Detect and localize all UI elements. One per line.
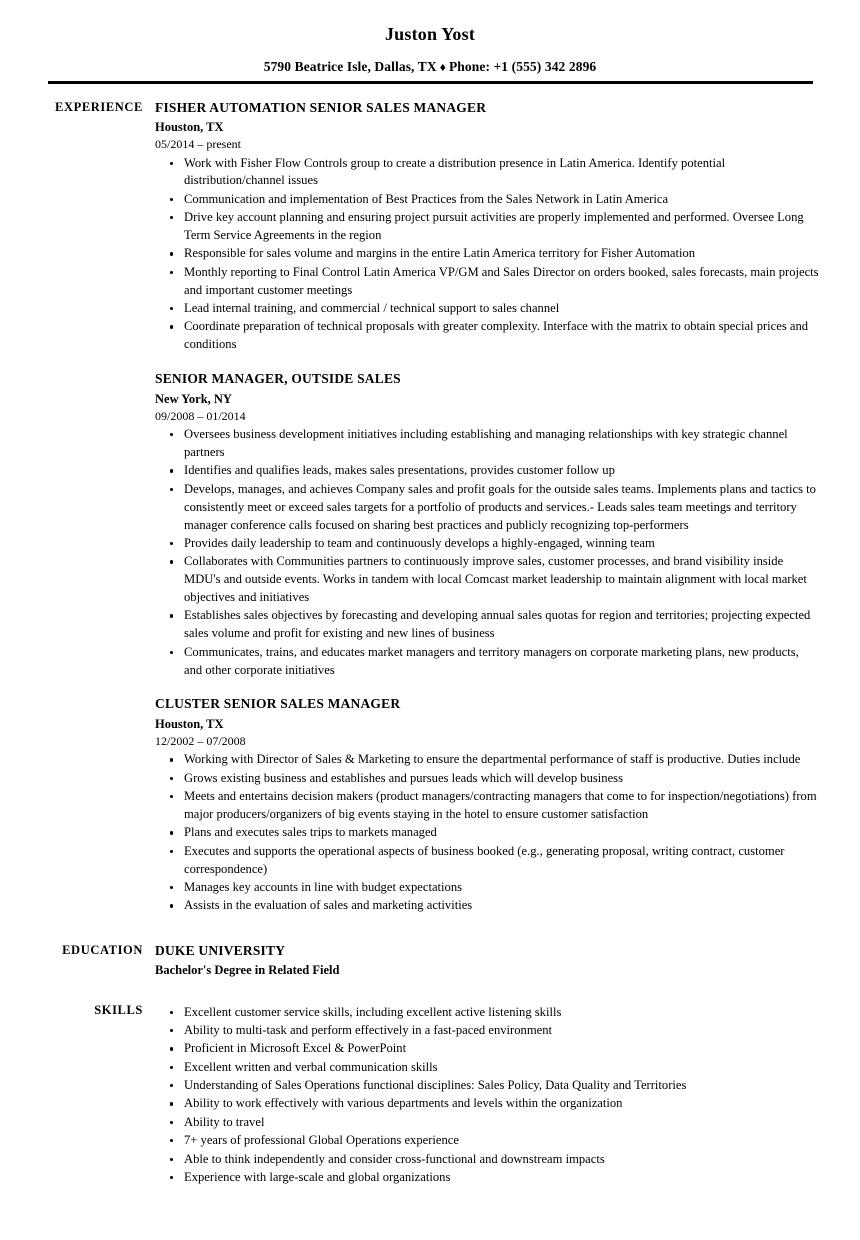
section-label-skills: SKILLS	[94, 1002, 143, 1017]
job-responsibility-list	[155, 751, 820, 915]
job-location: Houston, TX	[155, 120, 224, 135]
candidate-phone: Phone: +1 (555) 342 2896	[448, 58, 597, 74]
skill-item: 7+ years of professional Global Operations experience	[169, 1132, 820, 1150]
job-location: Houston, TX	[155, 716, 224, 731]
job-responsibility-item: Develops, manages, and achieves Company sales and profit goals for the outside sales teams. Implements plans and tactics to consistently meet or exceed sales targets for a portfolio of products and services.- Leads sales team meetings and territory manager conference calls focused on sharing best practices and publicly recognizing top-performers	[169, 481, 820, 535]
job-location: New York, NY	[155, 391, 232, 406]
job-responsibility-list	[155, 155, 820, 355]
education-school: DUKE UNIVERSITY	[155, 942, 286, 958]
job-dates: 05/2014 – present	[155, 137, 241, 152]
skill-item: Able to think independently and consider cross-functional and downstream impacts	[169, 1151, 820, 1169]
job-responsibility-item: Monthly reporting to Final Control Latin America VP/GM and Sales Director on orders booked, sales forecasts, main projects and important customer meetings	[169, 264, 820, 300]
experience-entry	[155, 99, 820, 355]
skills-body	[143, 1002, 860, 1188]
section-skills	[0, 1002, 860, 1188]
job-responsibility-item: Provides daily leadership to team and continuously develops a highly-engaged, winning team	[169, 535, 820, 553]
job-responsibility-item: Establishes sales objectives by forecasting and developing annual sales quotas for region and territories; projecting expected sales volume and profit for existing and new lines of business	[169, 607, 820, 643]
skill-item: Understanding of Sales Operations functional disciplines: Sales Policy, Data Quality and Territories	[169, 1077, 820, 1095]
skill-item: Experience with large-scale and global organizations	[169, 1169, 820, 1187]
contact-line	[0, 59, 860, 75]
experience-entry	[155, 370, 820, 679]
skill-item: Ability to work effectively with various departments and levels within the organization	[169, 1095, 820, 1113]
skill-item: Proficient in Microsoft Excel & PowerPoint	[169, 1040, 820, 1058]
job-responsibility-item: Drive key account planning and ensuring project pursuit activities are properly implemented and performed. Oversee Long Term Service Agreements in the region	[169, 209, 820, 245]
job-responsibility-item: Responsible for sales volume and margins in the entire Latin America territory for Fisher Automation	[169, 245, 820, 263]
candidate-name: Juston Yost	[384, 24, 476, 44]
education-degree: Bachelor's Degree in Related Field	[155, 963, 340, 978]
job-title: CLUSTER SENIOR SALES MANAGER	[155, 696, 401, 712]
candidate-address: 5790 Beatrice Isle, Dallas, TX	[263, 58, 437, 74]
diamond-separator-icon: ♦	[439, 59, 446, 74]
resume-header	[0, 0, 860, 84]
resume-content	[0, 84, 860, 1188]
job-responsibility-item: Manages key accounts in line with budget expectations	[169, 879, 820, 897]
job-responsibility-item: Plans and executes sales trips to markets managed	[169, 824, 820, 842]
job-responsibility-item: Lead internal training, and commercial / technical support to sales channel	[169, 300, 820, 318]
job-responsibility-item: Meets and entertains decision makers (product managers/contracting managers that come to for inspection/negotiations) from major producers/organizers of big events staying in the hotel to ensure customer satisfaction	[169, 788, 820, 824]
job-responsibility-item: Oversees business development initiatives including establishing and managing relationships with key strategic channel partners	[169, 426, 820, 462]
education-list	[143, 942, 860, 979]
skill-item: Excellent customer service skills, including excellent active listening skills	[169, 1004, 820, 1022]
job-title: FISHER AUTOMATION SENIOR SALES MANAGER	[155, 99, 487, 115]
job-responsibility-item: Assists in the evaluation of sales and marketing activities	[169, 897, 820, 915]
job-title: SENIOR MANAGER, OUTSIDE SALES	[155, 371, 401, 387]
job-dates: 09/2008 – 01/2014	[155, 409, 246, 423]
skill-item: Excellent written and verbal communication skills	[169, 1059, 820, 1077]
experience-list	[143, 99, 860, 916]
section-label-education: EDUCATION	[62, 942, 143, 957]
job-responsibility-item: Coordinate preparation of technical proposals with greater complexity. Interface with the matrix to obtain special prices and conditions	[169, 318, 820, 354]
skill-item: Ability to multi-task and perform effectively in a fast-paced environment	[169, 1022, 820, 1040]
job-dates: 12/2002 – 07/2008	[155, 734, 246, 749]
job-responsibility-item: Collaborates with Communities partners to continuously improve sales, customer processes, and brand visibility inside MDU's and outside events. Works in tandem with local Comcast market leadership to maintain alignment with local market objectives and initiatives	[169, 553, 820, 607]
skills-list	[155, 1004, 820, 1187]
job-responsibility-item: Working with Director of Sales & Marketing to ensure the departmental performance of staff is productive. Duties include	[169, 751, 820, 769]
section-label-experience: EXPERIENCE	[55, 99, 143, 114]
job-responsibility-item: Identifies and qualifies leads, makes sales presentations, provides customer follow up	[169, 462, 820, 480]
skill-item: Ability to travel	[169, 1114, 820, 1132]
job-responsibility-item: Work with Fisher Flow Controls group to create a distribution presence in Latin America. Identify potential distribution/channel issues	[169, 155, 820, 191]
education-entry	[155, 942, 820, 979]
job-responsibility-item: Grows existing business and establishes and pursues leads which will develop business	[169, 770, 820, 788]
job-responsibility-list	[155, 426, 820, 679]
job-responsibility-item: Executes and supports the operational aspects of business booked (e.g., generating proposal, writing contract, customer correspondence)	[169, 843, 820, 879]
experience-entry	[155, 695, 820, 915]
section-education	[0, 942, 860, 979]
job-responsibility-item: Communicates, trains, and educates market managers and territory managers on corporate marketing plans, new products, and other corporate initiatives	[169, 644, 820, 680]
job-responsibility-item: Communication and implementation of Best Practices from the Sales Network in Latin America	[169, 191, 820, 209]
section-experience	[0, 99, 860, 916]
